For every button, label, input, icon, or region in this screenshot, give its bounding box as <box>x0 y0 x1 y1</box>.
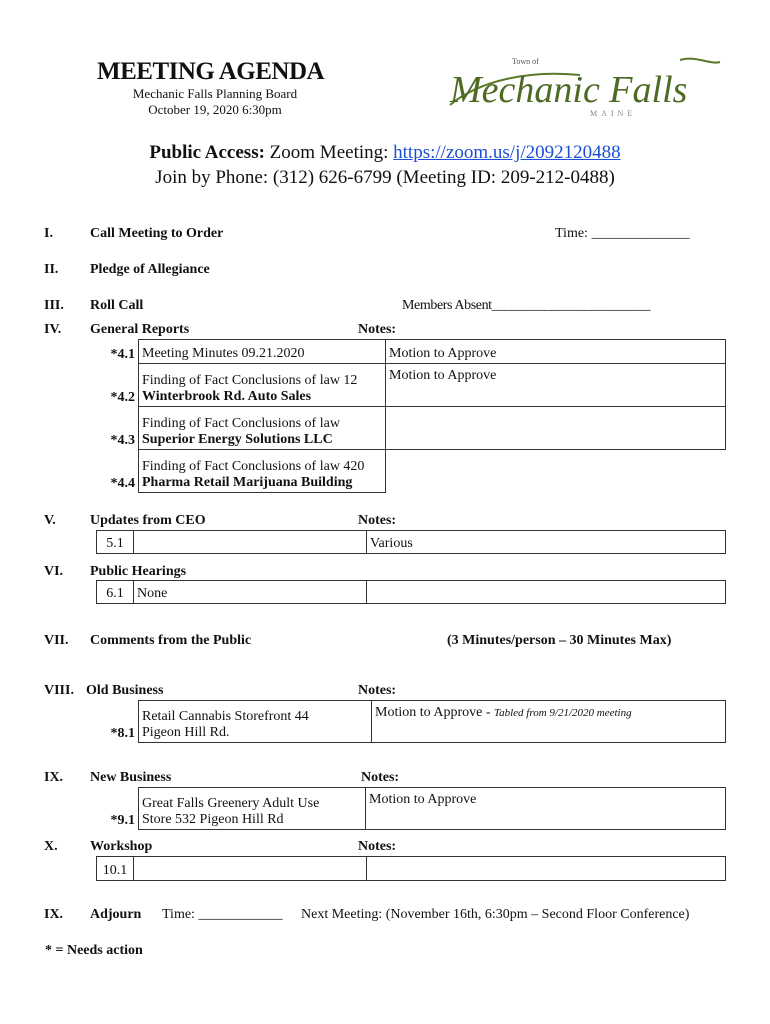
section-6-title: Public Hearings <box>90 564 187 579</box>
members-absent-label: Members Absent <box>402 298 492 313</box>
item-text <box>139 364 386 407</box>
table-row <box>96 407 726 450</box>
workshop-table <box>96 856 726 881</box>
section-6-number: VI. <box>44 564 64 579</box>
item-note <box>367 581 726 604</box>
section-8-title: Old Business <box>86 683 164 698</box>
section-4-number: IV. <box>44 322 62 337</box>
section-8-notes-label: Notes: <box>358 683 397 698</box>
section-7-number: VII. <box>44 633 69 648</box>
section-5-title: Updates from CEO <box>90 513 206 528</box>
table-row <box>96 364 726 407</box>
next-meeting: Next Meeting: (November 16th, 6:30pm – Second Floor Conference) <box>301 907 690 922</box>
item-text <box>139 407 386 450</box>
item-line1: Finding of Fact Conclusions of law <box>142 416 340 431</box>
item-line2: Winterbrook Rd. Auto Sales <box>142 389 312 404</box>
item-number: *4.1 <box>96 340 139 364</box>
section-10-notes-label: Notes: <box>358 839 397 854</box>
section-4-notes-label: Notes: <box>358 322 397 337</box>
item-note: Motion to Approve <box>386 364 726 407</box>
section-2-title: Pledge of Allegiance <box>90 262 210 277</box>
item-number: *4.2 <box>96 364 139 407</box>
logo-text: Mechanic Falls <box>450 69 688 111</box>
item-line1: Finding of Fact Conclusions of law 12 <box>142 373 358 388</box>
time-blank: ______________ <box>591 226 690 241</box>
section-9-number: IX. <box>44 770 64 785</box>
item-line2: Store 532 Pigeon Hill Rd <box>142 812 284 827</box>
item-number: *8.1 <box>96 701 139 743</box>
public-hearings-table <box>96 580 726 604</box>
table-row <box>96 340 726 364</box>
table-row <box>97 581 726 604</box>
section-1-time <box>555 226 689 242</box>
adjourn-time-blank: ____________ <box>198 907 283 922</box>
logo-maine: MAINE <box>590 109 637 118</box>
members-absent <box>402 298 650 314</box>
item-text <box>139 450 386 493</box>
general-reports-table <box>96 339 726 493</box>
logo-town-of: Town of <box>512 57 539 66</box>
adjourn-time-label: Time: <box>162 907 195 922</box>
needs-action-legend: * = Needs action <box>45 943 143 958</box>
item-note: Motion to Approve <box>366 788 726 830</box>
item-number: *4.3 <box>96 407 139 450</box>
public-access-label: Public Access: <box>149 142 265 163</box>
item-line2: Pharma Retail Marijuana Building <box>142 475 353 490</box>
section-7-time-limit: (3 Minutes/person – 30 Minutes Max) <box>447 633 672 648</box>
mechanic-falls-logo <box>440 50 730 120</box>
section-1-title: Call Meeting to Order <box>90 226 224 241</box>
item-number: 10.1 <box>97 857 134 881</box>
item-line2: Pigeon Hill Rd. <box>142 725 230 740</box>
item-number: 6.1 <box>97 581 134 604</box>
section-3-number: III. <box>44 298 64 313</box>
section-7-title: Comments from the Public <box>90 633 252 648</box>
item-number: *9.1 <box>96 788 139 830</box>
section-1-number: I. <box>44 226 53 241</box>
item-note-main: Motion to Approve - <box>375 705 491 720</box>
section-9-notes-label: Notes: <box>361 770 400 785</box>
meeting-date: October 19, 2020 6:30pm <box>148 102 282 117</box>
item-line1: Finding of Fact Conclusions of law 420 <box>142 459 365 474</box>
old-business-table <box>96 700 726 743</box>
section-8-number: VIII. <box>44 683 74 698</box>
table-row <box>96 701 726 743</box>
item-line1: Great Falls Greenery Adult Use <box>142 796 320 811</box>
section-11-title: Adjourn <box>90 907 142 922</box>
section-9-title: New Business <box>90 770 172 785</box>
members-absent-blank: ________________________ <box>491 298 651 313</box>
item-note: Motion to Approve <box>386 340 726 364</box>
item-text <box>134 857 367 881</box>
item-text <box>139 788 366 830</box>
item-note <box>372 701 726 743</box>
item-note <box>386 450 726 493</box>
section-2-number: II. <box>44 262 59 277</box>
table-row <box>96 450 726 493</box>
section-10-title: Workshop <box>90 839 153 854</box>
board-name: Mechanic Falls Planning Board <box>132 86 298 101</box>
item-text: Meeting Minutes 09.21.2020 <box>139 340 386 364</box>
ceo-updates-table <box>96 530 726 554</box>
section-5-number: V. <box>44 513 56 528</box>
item-note-tabled: Tabled from 9/21/2020 meeting <box>494 707 632 719</box>
public-access-line <box>0 142 770 164</box>
item-number: 5.1 <box>97 531 134 554</box>
item-note <box>367 857 726 881</box>
time-label: Time: <box>555 226 588 241</box>
section-4-title: General Reports <box>90 322 190 337</box>
section-10-number: X. <box>44 839 58 854</box>
adjourn-time <box>162 907 282 923</box>
item-note: Various <box>367 531 726 554</box>
item-line2: Superior Energy Solutions LLC <box>142 432 333 447</box>
item-line1: Retail Cannabis Storefront 44 <box>142 709 309 724</box>
zoom-link[interactable]: https://zoom.us/j/2092120488 <box>393 142 621 163</box>
table-row <box>97 531 726 554</box>
phone-line: Join by Phone: (312) 626-6799 (Meeting ID: 209-212-0488) <box>155 167 615 188</box>
item-note <box>386 407 726 450</box>
zoom-text: Zoom Meeting: <box>269 142 389 163</box>
table-row <box>97 857 726 881</box>
item-text: None <box>134 581 367 604</box>
table-row <box>96 788 726 830</box>
new-business-table <box>96 787 726 830</box>
agenda-title: MEETING AGENDA <box>97 58 325 85</box>
item-number: *4.4 <box>96 450 139 493</box>
section-5-notes-label: Notes: <box>358 513 397 528</box>
item-text <box>139 701 372 743</box>
section-11-number: IX. <box>44 907 64 922</box>
item-text <box>134 531 367 554</box>
section-3-title: Roll Call <box>90 298 144 313</box>
